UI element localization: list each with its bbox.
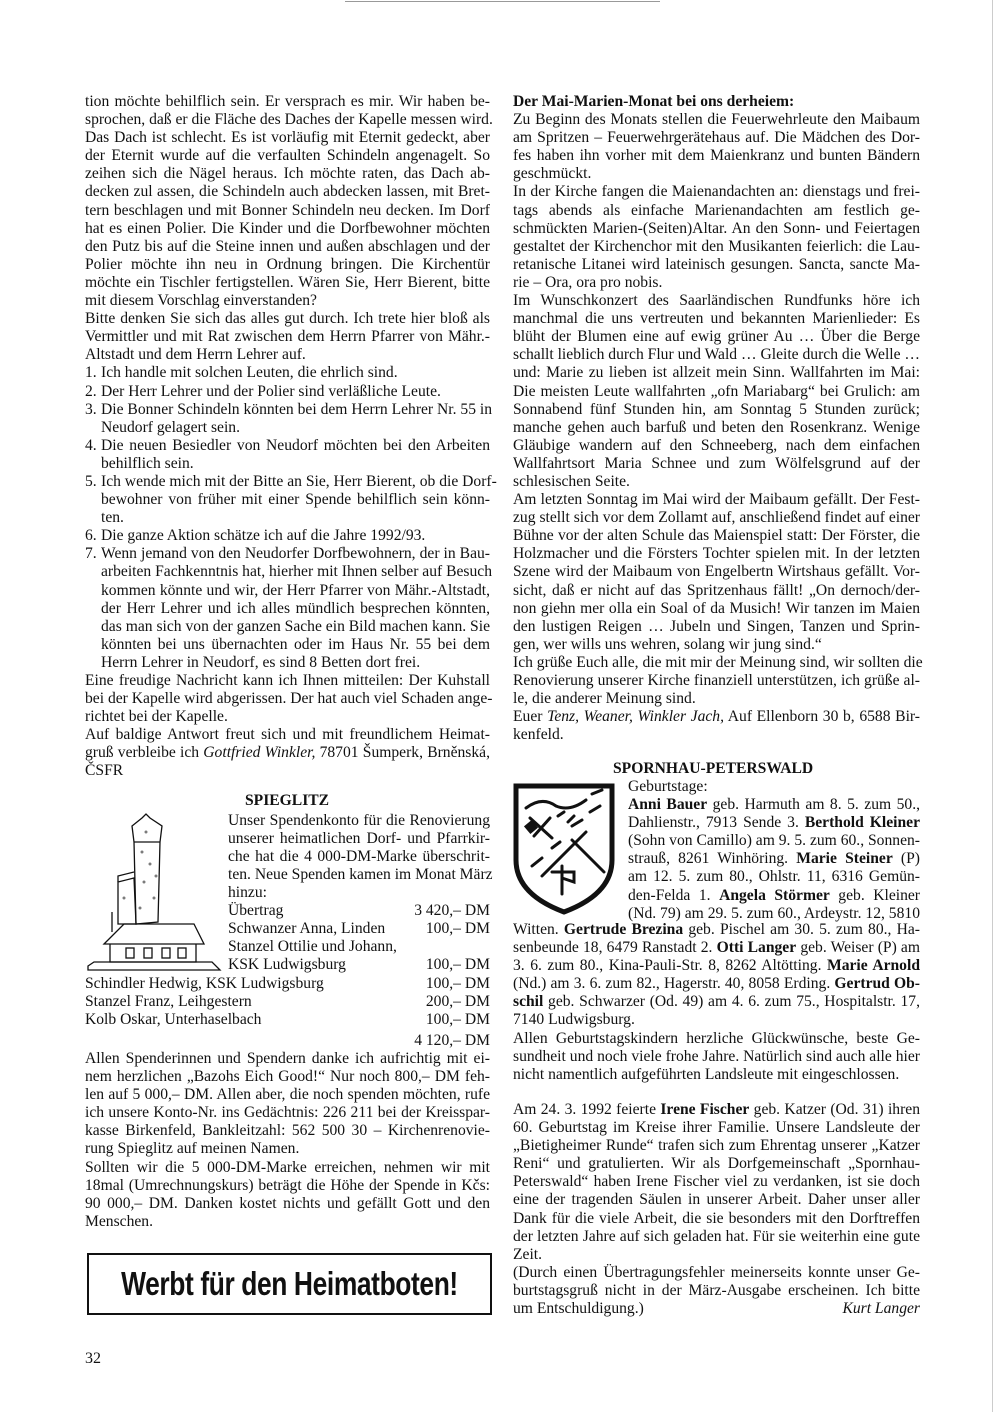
text-line: Holzmacher und die Försters Tochter spielen mit. In der letzten xyxy=(513,545,920,563)
text-line: sprochen, daß er die Fläche des Daches der Kapelle messen wird. xyxy=(85,111,493,129)
castle-tower-illustration xyxy=(84,812,224,982)
text-line: „Bietigheimer Runde“ trafen sich zum Ehrentag unserer „Katzer xyxy=(513,1137,920,1155)
text-line: kenfeld. xyxy=(513,726,564,744)
donor-name: Stanzel Franz, Leihgestern xyxy=(85,993,252,1010)
numbered-list-item xyxy=(85,437,490,473)
text-line: Am 24. 3. 1992 feierte Irene Fischer geb. Katzer (Od. 31) ihren xyxy=(513,1101,921,1118)
paragraph xyxy=(513,1030,920,1084)
text-line: Unser Spendenkonto für die Renovierung xyxy=(228,812,490,829)
text-line: rung Spieglitz auf meinen Namen. xyxy=(85,1140,300,1158)
text-line: In der Kirche fangen die Maienandachten an: dienstags und frei- xyxy=(513,183,920,201)
donation-amount: 200,– DM xyxy=(425,993,490,1010)
text-line: bewohner von früher mit einer Spende behilflich sein könn- xyxy=(101,491,490,509)
text-line: Renovierung unserer Kirche finanziell unterstützen, ich grüße al- xyxy=(513,672,920,689)
scan-edge-line xyxy=(992,0,993,1412)
text-line: che hat die 4 000-DM-Marke überschrit- xyxy=(228,848,490,866)
text-line: non giehn mer olla ein Soal of da Musich! Wir tanzen im Maien xyxy=(513,599,920,617)
scan-edge-line xyxy=(345,1,660,2)
text-line: ich unsere Konto-Nr. ins Gedächtnis: 226 211 bei der Kreisspar- xyxy=(85,1104,490,1122)
numbered-list-item xyxy=(85,383,490,401)
text-line: Szene wird der Maibaum von Engelbertn Wirtshaus gefällt. Vor- xyxy=(513,563,920,581)
text-line: Der Mai-Marien-Monat bei ons derheiem: xyxy=(513,93,795,110)
paragraph xyxy=(513,1264,920,1318)
paragraph xyxy=(228,812,493,902)
text-line: fes haben ihn vorher mit dem Maienkranz und bunten Bändern xyxy=(513,147,920,165)
text-line: arbeiten Fachkenntnis hat, hierher mit Ihnen selber auf Besuch xyxy=(101,563,493,581)
text-line: Sollten wir die 5 000-DM-Marke erreichen, nehmen wir mit xyxy=(85,1158,490,1176)
text-line: Polier möchte ihn neu in Ordnung bringen. Die Kirchentür xyxy=(85,255,490,273)
text-line: Herrn Lehrer in Neudorf, es sind 8 Betten dort frei. xyxy=(101,653,421,671)
text-line: Ich wende mich mit der Bitte an Sie, Herr Bierent, ob die Dorf- xyxy=(101,472,497,490)
text-line: Neudorf gelagert sein. xyxy=(101,418,240,436)
numbered-list-item xyxy=(85,527,490,545)
text-line: retanische Litanei wird lateinisch gesungen. Sancta, sancte Ma- xyxy=(513,255,920,273)
text-line: eine der tragenden Säulen in unserer Arbeit. Daher unser aller xyxy=(513,1191,920,1209)
text-line: Witten. Gertrude Brezina geb. Pischel am 30. 5. zum 80., Ha- xyxy=(513,921,921,938)
numbered-list-item xyxy=(85,400,493,437)
paragraph xyxy=(513,1101,920,1264)
text-line: am Spritzen – Feuerwehrgerätehaus auf. Die Mädchen des Dor- xyxy=(513,129,920,147)
paragraph xyxy=(628,796,920,923)
spieglitz-intro xyxy=(228,812,493,902)
text-line: kommen könnte und wir, der Herr Pfarrer von Mähr.-Altstadt, xyxy=(101,581,490,599)
text-line: manchmal die uns vertreuten und bekannten Marienlieder: Es xyxy=(513,310,920,328)
list-number: 1. xyxy=(85,364,97,382)
text-line: hat es einen Polier. Die Kinder und die Dorfbewohner möchten xyxy=(85,219,490,237)
text-line: Das Dach ist schlecht. Es ist vorläufig mit Eternit gedeckt, aber xyxy=(85,129,490,147)
text-line: 60. Geburtstag im Kreise ihrer Familie. Unsere Landsleute der xyxy=(513,1119,920,1137)
text-line: gen, wer wills uns wehren, solang wir jung sind.“ xyxy=(513,635,822,653)
text-line: nicht namentlich aufgeführten Landsleute mit eingeschlossen. xyxy=(513,1065,900,1083)
list-number: 7. xyxy=(85,545,97,563)
text-line: 90 000,– DM. Danken kostet nichts und gefällt Gott und den xyxy=(85,1194,490,1212)
text-line: Die ganze Aktion schätze ich auf die Jahre 1992/93. xyxy=(101,527,426,545)
text-line: hinzu: xyxy=(228,884,267,902)
donor-name: Kolb Oskar, Unterhaselbach xyxy=(85,1011,262,1028)
paragraph xyxy=(85,726,490,780)
text-line: Gläubige wandern auf den Schneeberg, nach dem einfachen xyxy=(513,436,920,454)
text-line: ten. Neue Spenden kamen im Monat März xyxy=(228,866,493,884)
paragraph xyxy=(628,778,920,796)
paragraph xyxy=(513,111,920,183)
text-line: schmückten Marien-(Seiten)Altar. An den Sonn- und Feiertagen xyxy=(513,219,920,237)
text-line: tern beschlagen und mit Bonner Schindeln neu decken. Im Dorf xyxy=(85,201,490,219)
text-line: Euer Tenz, Weaner, Winkler Jach, Auf Ellenborn 30 b, 6588 Bir- xyxy=(513,708,920,726)
text-line: behilflich sein. xyxy=(101,454,194,472)
text-line: schallt lieblich durch Flur und Wald … Gleite durch die Welle … xyxy=(513,346,921,364)
irene-fischer-article xyxy=(513,1101,920,1318)
text-line: Der Herr Lehrer und der Polier sind verläßliche Leute. xyxy=(101,382,441,400)
text-line: nem herzlichen „Bazohs Eich Good!“ Nur noch 800,– DM feh- xyxy=(85,1068,490,1086)
text-line: Am letzten Sonntag im Mai wird der Maibaum gefällt. Der Fest- xyxy=(513,491,920,509)
section-heading xyxy=(513,93,920,111)
text-line: geschmückt. xyxy=(513,165,592,183)
donation-row xyxy=(228,938,490,956)
text-line: ČSFR xyxy=(85,762,124,780)
donor-name: Schwanzer Anna, Linden xyxy=(228,920,386,937)
text-line: Die meisten Leute wallfahrten „ofn Mariabarg“ bei Grulich: am xyxy=(513,382,920,400)
text-line: Im Wunschkonzert des Saarländischen Rundfunks höre ich xyxy=(513,292,920,310)
paragraph xyxy=(513,653,923,708)
donation-row xyxy=(85,993,490,1011)
paragraph xyxy=(85,93,493,310)
text-line: senbeunde 18, 6479 Ranstadt 2. Otti Langer geb. Weiser (P) am xyxy=(513,939,920,957)
numbered-list-item xyxy=(85,545,493,672)
text-line: schlesischen Seite. xyxy=(513,472,630,490)
text-line: das man sich von der ganzen Sache ein Bild machen kann. Sie xyxy=(101,617,490,635)
text-line: den Putz bis auf die Steine innen und außen abschlagen und der xyxy=(85,237,490,255)
text-line: Eine freudige Nachricht kann ich Ihnen mitteilen: Der Kuhstall xyxy=(85,672,490,689)
text-line: (Nd.) am 3. 6. zum 82., Hagerstr. 40, 8058 Erding. Gertrud Ob- xyxy=(513,975,920,993)
author-signature: Kurt Langer xyxy=(842,1300,920,1318)
list-number: 4. xyxy=(85,436,97,454)
numbered-list-item xyxy=(85,472,497,527)
text-line: decken zul assen, die Schindeln auch abdecken lassen, mit Bret- xyxy=(85,183,490,201)
donor-name: Übertrag xyxy=(228,902,284,919)
text-line: sundheit und noch viele frohe Jahre. Natürlich sind auch alle hier xyxy=(513,1047,920,1065)
text-line: Menschen. xyxy=(85,1212,153,1230)
donation-amount: 100,– DM xyxy=(425,956,490,973)
text-line: richtet bei der Kapelle. xyxy=(85,708,228,726)
text-line: manche gehen auch barfuß und beten den Rosenkranz. Wenige xyxy=(513,418,920,436)
text-line: strauß, 8261 Winhöring. Marie Steiner (P) xyxy=(628,850,920,868)
text-line: Peterswald“ haben Irene Fischer viel zu verdanken, ist sie doch xyxy=(513,1173,920,1191)
text-line: Zu Beginn des Monats stellen die Feuerwehrleute den Maibaum xyxy=(513,111,920,129)
donation-amount: 100,– DM xyxy=(425,920,490,937)
text-line: schil geb. Schwarzer (Od. 49) am 4. 6. zum 75., Hospitalstr. 17, xyxy=(513,993,920,1011)
text-line: Sonnabend fünf Stunden hin, am Sonntag 5 Stunden zurück; xyxy=(513,400,920,418)
text-line: den lustigen Reigen … Jubeln und Singen, Tanzen und Sprin- xyxy=(513,617,920,635)
text-line: len auf 5 000,– DM. Allen aber, die noch spenden möchten, rufe xyxy=(85,1086,490,1104)
birthdays-text xyxy=(513,921,920,1084)
text-line: sicht, daß er nicht auf das Spritzenhaus fällt! „On dernoch/der- xyxy=(513,581,920,599)
text-line: bei der Kapelle wird abgerissen. Der hat auch viel Schaden ange- xyxy=(85,690,493,708)
text-line: Ich grüße Euch alle, die mit mir der Meinung sind, wir sollten die xyxy=(513,653,923,671)
text-line: Wallfahrtsort Maria Schnee und zum Wölfelsgrund auf der xyxy=(513,454,920,472)
text-line: der Eternit wurde auf die verfaulten Schindeln angenagelt. So xyxy=(85,147,490,165)
paragraph xyxy=(85,1050,490,1159)
text-line: (Durch einen Übertragungsfehler meinerseits konnte unser Ge- xyxy=(513,1263,920,1281)
text-line: möchte ein Tischler fertigstellen. Wären Sie, Herr Bierent, bitte xyxy=(85,273,490,291)
text-line: gruß verbleibe ich Gottfried Winkler, 78701 Šumperk, Brněnská, xyxy=(85,744,490,762)
advertisement-text: Werbt für den Heimatboten! xyxy=(121,1265,458,1302)
text-line: burtstagsgruß nicht in der März-Ausgabe erscheinen. Ich bitte xyxy=(513,1281,920,1299)
spieglitz-heading: SPIEGLITZ xyxy=(245,792,330,809)
donor-name: Schindler Hedwig, KSK Ludwigsburg xyxy=(85,975,324,992)
donor-name: Stanzel Ottilie und Johann, xyxy=(228,938,397,955)
text-line: ten. xyxy=(101,509,124,527)
text-line: Allen Geburtstagskindern herzliche Glückwünsche, beste Ge- xyxy=(513,1029,920,1047)
donation-amount: 100,– DM xyxy=(425,1011,490,1028)
donation-row xyxy=(85,975,490,993)
text-line: (Nd. 79) am 29. 5. zum 60., Ardeystr. 12, 5810 xyxy=(628,904,920,922)
birthdays-beside-crest xyxy=(628,778,920,923)
text-line: 7140 Ludwigsburg. xyxy=(513,1011,635,1029)
paragraph xyxy=(513,292,920,491)
right-column-text xyxy=(513,93,923,744)
donation-amount: 3 420,– DM xyxy=(414,902,490,919)
text-line: Reni“ und gratulierten. Wir als Dorfgemeinschaft „Spornhau- xyxy=(513,1155,920,1173)
donation-total-amount: 4 120,– DM xyxy=(414,1032,490,1049)
paragraph xyxy=(85,310,490,364)
paragraph xyxy=(85,672,493,726)
advertisement-banner xyxy=(87,1253,492,1315)
text-line: Altstadt und dem Herrn Lehrer auf. xyxy=(85,346,306,364)
text-line: 3. 6. zum 80., Kina-Pauli-Str. 8, 8262 Altötting. Marie Arnold xyxy=(513,957,920,975)
paragraph xyxy=(513,183,920,292)
text-line: um Entschuldigung.) xyxy=(513,1300,644,1318)
numbered-list-item xyxy=(85,364,490,382)
text-line: Ich handle mit solchen Leuten, die ehrlich sind. xyxy=(101,364,398,382)
text-line: Die neuen Besiedler von Neudorf möchten bei den Arbeiten xyxy=(101,436,490,454)
donation-amount: 100,– DM xyxy=(425,975,490,992)
text-line: mit diesem Vorschlag einverstanden? xyxy=(85,292,317,310)
text-line: Geburtstage: xyxy=(628,778,708,795)
text-line: Anni Bauer geb. Harmuth am 8. 5. zum 50., xyxy=(628,796,920,814)
text-line: Bitte denken Sie sich das alles gut durch. Ich trete hier bloß als xyxy=(85,310,490,328)
text-line: Die Bonner Schindeln könnten bei dem Herrn Lehrer Nr. 55 in xyxy=(101,400,493,418)
text-line: Auf baldige Antwort freut sich und mit freundlichem Heimat- xyxy=(85,726,490,744)
list-number: 6. xyxy=(85,527,97,545)
text-line: und: Marie zu lieben ist allzeit mein Sinn. Wallfahrten im Mai: xyxy=(513,364,920,382)
text-line: Allen Spenderinnen und Spendern danke ich aufrichtig mit ei- xyxy=(85,1050,490,1067)
text-line: der letzten Jahre auf sich geladen hat. Für sie weiterhin eine gute xyxy=(513,1227,920,1245)
text-line: (Sohn von Camillo) am 9. 5. zum 60., Sonnen- xyxy=(628,832,920,850)
paragraph xyxy=(85,1159,490,1231)
text-line: Dank für die viele Arbeit, die sie besonders mit den Dorftreffen xyxy=(513,1209,920,1227)
text-line: Wenn jemand von den Neudorfer Dorfbewohnern, der in Bau- xyxy=(101,545,490,563)
list-number: 2. xyxy=(85,382,97,400)
donation-row xyxy=(228,902,490,920)
text-line: unserer heimatlichen Dorf- und Pfarrkir- xyxy=(228,830,490,848)
text-line: zug stellt sich vor dem Zollamt auf, anschließend findet auf einer xyxy=(513,509,920,527)
text-line: tion möchte behilflich sein. Er versprach es mir. Wir haben be- xyxy=(85,93,490,110)
text-line: gestaltet der Kirchenchor mit den Musikanten feierlich: die Lau- xyxy=(513,237,920,255)
list-number: 3. xyxy=(85,400,97,418)
text-line: den-Felda 1. Angela Störmer geb. Kleiner xyxy=(628,886,920,904)
text-line: blüht der Blumen eine auf ewig grüner Au … Über die Berge xyxy=(513,328,920,346)
donation-total xyxy=(228,1032,490,1050)
text-line: am 12. 5. zum 80., Ohlstr. 11, 6316 Gemün- xyxy=(628,868,920,886)
spornhau-heading: SPORNHAU-PETERSWALD xyxy=(613,760,814,777)
text-line: Dahlienstr., 7913 Sende 3. Berthold Kleiner xyxy=(628,814,920,832)
text-line: 18mal (Umrechnungskurs) beträgt die Höhe der Spende in Kčs: xyxy=(85,1176,490,1194)
text-line: Vermittler und mit Rat zwischen dem Herrn Pfarrer von Mähr.- xyxy=(85,328,490,346)
list-number: 5. xyxy=(85,472,97,490)
paragraph xyxy=(513,708,920,744)
paragraph xyxy=(513,491,920,654)
spieglitz-closing-text xyxy=(85,1050,490,1231)
text-line: tags abends als einfache Marienandachten am festlich ge- xyxy=(513,201,920,219)
text-line: Bühne vor der alten Schule das Maienspiel statt: Der Förster, die xyxy=(513,527,920,545)
text-line: le, die anderer Meinung sind. xyxy=(513,690,696,708)
text-line: der Herr Lehrer und ich alles mündlich besprechen könnten, xyxy=(101,599,490,617)
paragraph xyxy=(513,921,920,1030)
donation-row xyxy=(228,956,490,974)
donation-row xyxy=(85,1011,490,1029)
left-column-text xyxy=(85,93,497,781)
page-number: 32 xyxy=(85,1350,101,1367)
donor-name: KSK Ludwigsburg xyxy=(228,956,346,973)
text-line: zeihen sich die Nägel heraus. Ich möchte raten, das Dach ab- xyxy=(85,165,490,183)
text-line: könnten bei uns übernachten oder im Haus Nr. 55 bei dem xyxy=(101,635,490,653)
text-line: kasse Birkenfeld, Bankleitzahl: 562 500 30 – Kirchenrenovie- xyxy=(85,1122,490,1140)
coat-of-arms-crest xyxy=(512,782,616,916)
text-line: rie – Ora, ora pro nobis. xyxy=(513,273,663,291)
donation-row xyxy=(228,920,490,938)
text-line: Zeit. xyxy=(513,1245,543,1263)
